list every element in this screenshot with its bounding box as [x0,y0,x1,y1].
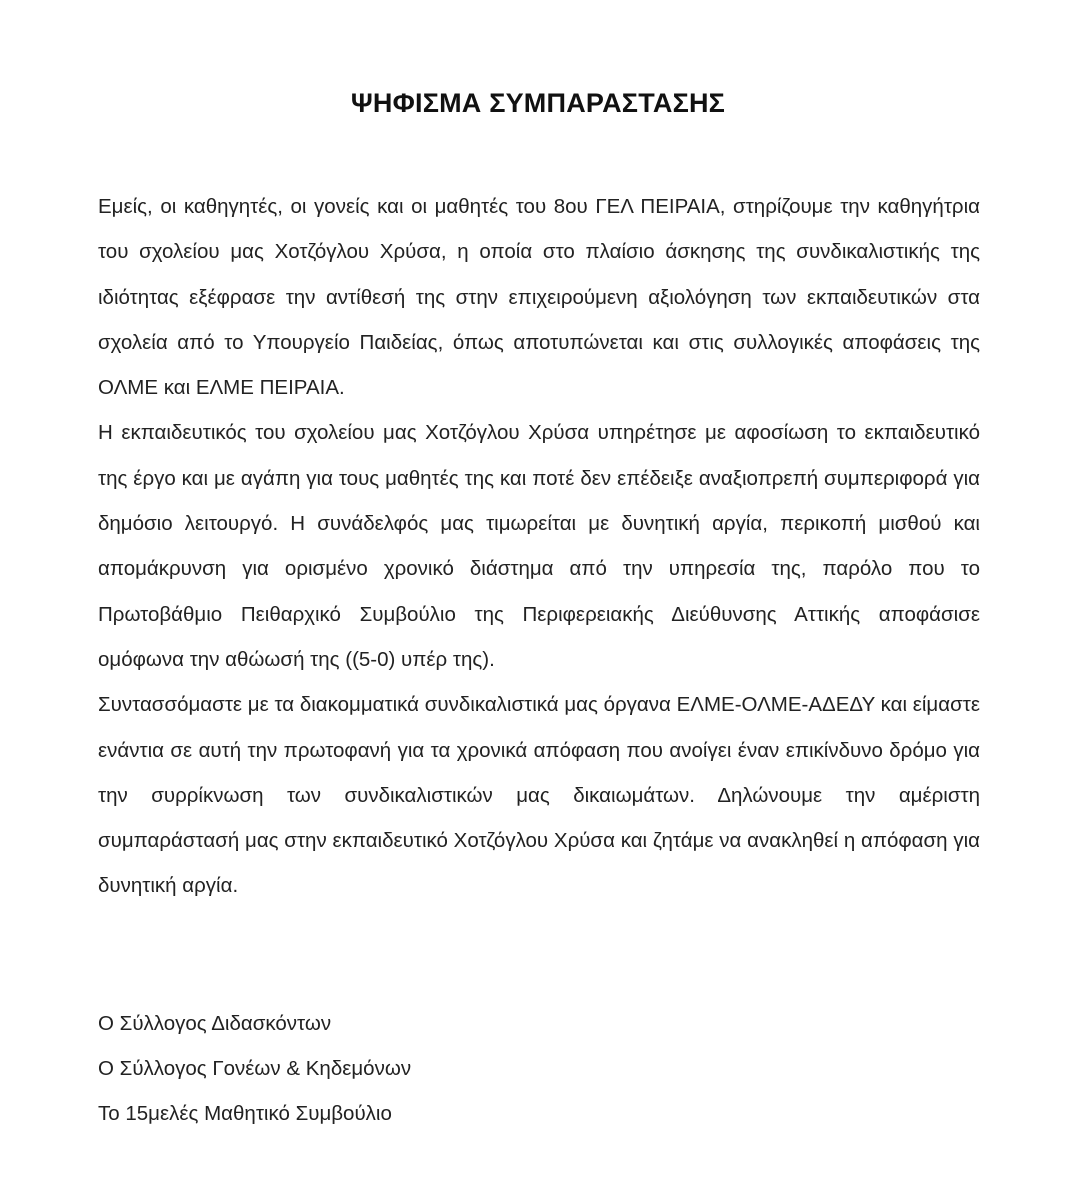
signatory-teachers-association: Ο Σύλλογος Διδασκόντων [98,1012,332,1035]
signatory-parents-association: Ο Σύλλογος Γονέων & Κηδεμόνων [98,1057,412,1080]
paragraph-solidarity-demand: Συντασσόμαστε με τα διακομματικά συνδικαλιστικά μας όργανα ΕΛΜΕ-ΟΛΜΕ-ΑΔΕΔΥ και είμαστε ενάντια σε αυτή την πρωτοφανή για τα χρονικά απόφαση που ανοίγει έναν επικίνδυνο δρόμο για την συρρίκνωση των συνδικαλιστικών μας δικαιωμάτων. Δηλώνουμε την αμέριστη συμπαράστασή μας στην εκπαιδευτικό Χοτζόγλου Χρύσα και ζητάμε να ανακληθεί η απόφαση για δυνητική αργία. [98,693,980,898]
paragraph-support-statement: Εμείς, οι καθηγητές, οι γονείς και οι μαθητές του 8ου ΓΕΛ ΠΕΙΡΑΙΑ, στηρίζουμε την καθηγήτρια του σχολείου μας Χοτζόγλου Χρύσα, η οποία στο πλαίσιο άσκησης της συνδικαλιστικής της ιδιότητας εξέφρασε την αντίθεσή της στην επιχειρούμενη αξιολόγηση των εκπαιδευτικών στα σχολεία από το Υπουργείο Παιδείας, όπως αποτυπώνεται και στις συλλογικές αποφάσεις της ΟΛΜΕ και ΕΛΜΕ ΠΕΙΡΑΙΑ. [98,195,980,400]
resolution-body [98,184,980,909]
paragraph-teacher-record: Η εκπαιδευτικός του σχολείου μας Χοτζόγλου Χρύσα υπηρέτησε με αφοσίωση το εκπαιδευτικό της έργο και με αγάπη για τους μαθητές της και ποτέ δεν επέδειξε αναξιοπρεπή συμπεριφορά για δημόσιο λειτουργό. Η συνάδελφός μας τιμωρείται με δυνητική αργία, περικοπή μισθού και απομάκρυνση για ορισμένο χρονικό διάστημα από την υπηρεσία της, παρόλο που το Πρωτοβάθμιο Πειθαρχικό Συμβούλιο της Περιφερειακής Διεύθυνσης Αττικής αποφάσισε ομόφωνα την αθώωσή της ((5-0) υπέρ της). [98,421,980,671]
signatory-student-council: Το 15μελές Μαθητικό Συμβούλιο [98,1102,392,1125]
document-title: ΨΗΦΙΣΜΑ ΣΥΜΠΑΡΑΣΤΑΣΗΣ [350,88,726,118]
signatories [98,1001,798,1136]
